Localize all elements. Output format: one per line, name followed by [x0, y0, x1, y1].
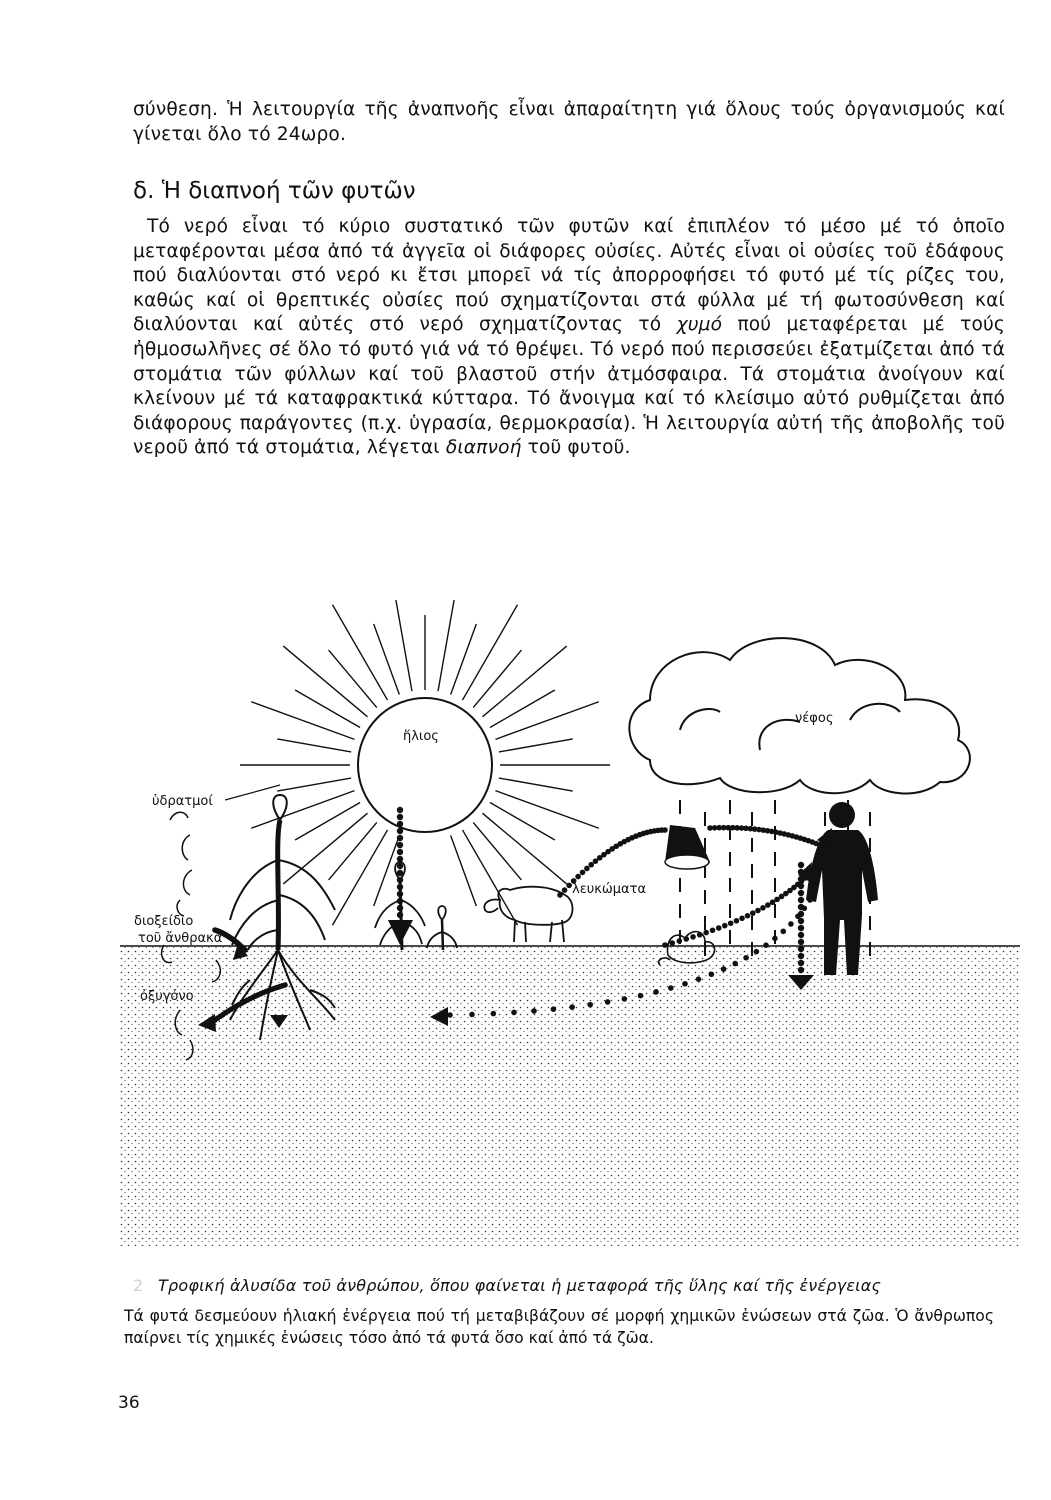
paragraph-end: τοῦ φυτοῦ.	[527, 437, 631, 459]
oxygen-label: ὀξυγόνο	[140, 989, 194, 1004]
food-chain-figure	[120, 600, 1020, 1260]
vapour-label: ὑδρατμοί	[152, 794, 213, 809]
ground-soil	[120, 946, 1020, 1246]
cloud-label: νέφος	[795, 711, 834, 726]
food-chain-illustration	[120, 600, 1020, 1260]
page-number: 36	[118, 1393, 140, 1413]
paragraph-part-1: Τό νερό εἶναι τό κύριο συστατικό τῶν φυτῶν καί ἐπιπλέον τό μέσο μέ τό ὁποῖο μεταφέρονται μέσα ἀπό τά ἀγγεῖα οἱ διάφορες οὐσίες. Αὐτές εἶναι οἱ οὐσίες τοῦ ἐδάφους πού διαλύονται στό νερό κι ἔτσι μπορεῖ νά τίς ἀπορροφήσει τό φυτό μέ τίς ρίζες του, καθώς καί οἱ θρεπτικές οὐσίες πού σχηματίζονται στά φύλλα μέ τή φωτοσύνθεση καί διαλύονται καί αὐτές στό νερό σχηματίζοντας τό	[133, 216, 1005, 336]
co2-label-line2: τοῦ ἄνθρακα	[138, 931, 223, 946]
vapour-pointer-line	[225, 785, 280, 800]
intro-paragraph: σύνθεση. Ἡ λειτουργία τῆς ἀναπνοῆς εἶναι ἀπαραίτητη γιά ὅλους τούς ὀργανισμούς καί γίνεται ὅλο τό 24ωρο.	[133, 99, 1005, 145]
sun-label: ἥλιος	[403, 729, 439, 744]
term-transpiration: διαπνοή	[445, 437, 522, 459]
co2-label-line1: διοξείδιο	[134, 914, 194, 929]
caption-text: Τά φυτά δεσμεύουν ἡλιακή ἐνέργεια πού τή μεταβιβάζουν σέ μορφή χημικῶν ἑνώσεων στά ζῶα. Ὁ ἄνθρωπος παίρνει τίς χημικές ἑνώσεις τόσο ἀπό τά φυτά ὅσο καί ἀπό τά ζῶα.	[124, 1307, 994, 1347]
small-plants-drawing	[375, 862, 457, 950]
food-funnel-drawing	[665, 825, 710, 870]
sun-drawing	[240, 600, 610, 925]
section-heading: δ. Ἡ διαπνοή τῶν φυτῶν	[133, 178, 416, 204]
term-chyme: χυμό	[676, 314, 723, 336]
paragraph-part-2: πού μεταφέρεται μέ τούς ἠθμοσωλῆνες σέ ὅλο τό φυτό γιά νά τό θρέψει. Τό νερό πού περισσεύει ἐξατμίζεται ἀπό τά στομάτια τῶν φύλλων καί τοῦ βλαστοῦ στήν ἀτμόσφαιρα. Τά στομάτια ἀνοίγουν καί κλείνουν μέ τά καταφρακτικά κύτταρα. Τό ἄνοιγμα καί τό κλείσιμο αὐτό ρυθμίζεται ἀπό διάφορους παράγοντες (π.χ. ὑγρασία, θερμοκρασία). Ἡ λειτουργία αὐτή τῆς ἀποβολῆς τοῦ νεροῦ ἀπό τά στομάτια, λέγεται	[133, 314, 1005, 459]
proteins-label: λευκώματα	[572, 882, 647, 897]
transpiration-paragraph	[133, 215, 1005, 461]
caption-number: 2	[133, 1276, 144, 1295]
caption-title: Τροφική ἁλυσίδα τοῦ ἀνθρώπου, ὅπου φαίνεται ἡ μεταφορά τῆς ὕλης καί τῆς ἐνέργειας	[158, 1276, 882, 1295]
